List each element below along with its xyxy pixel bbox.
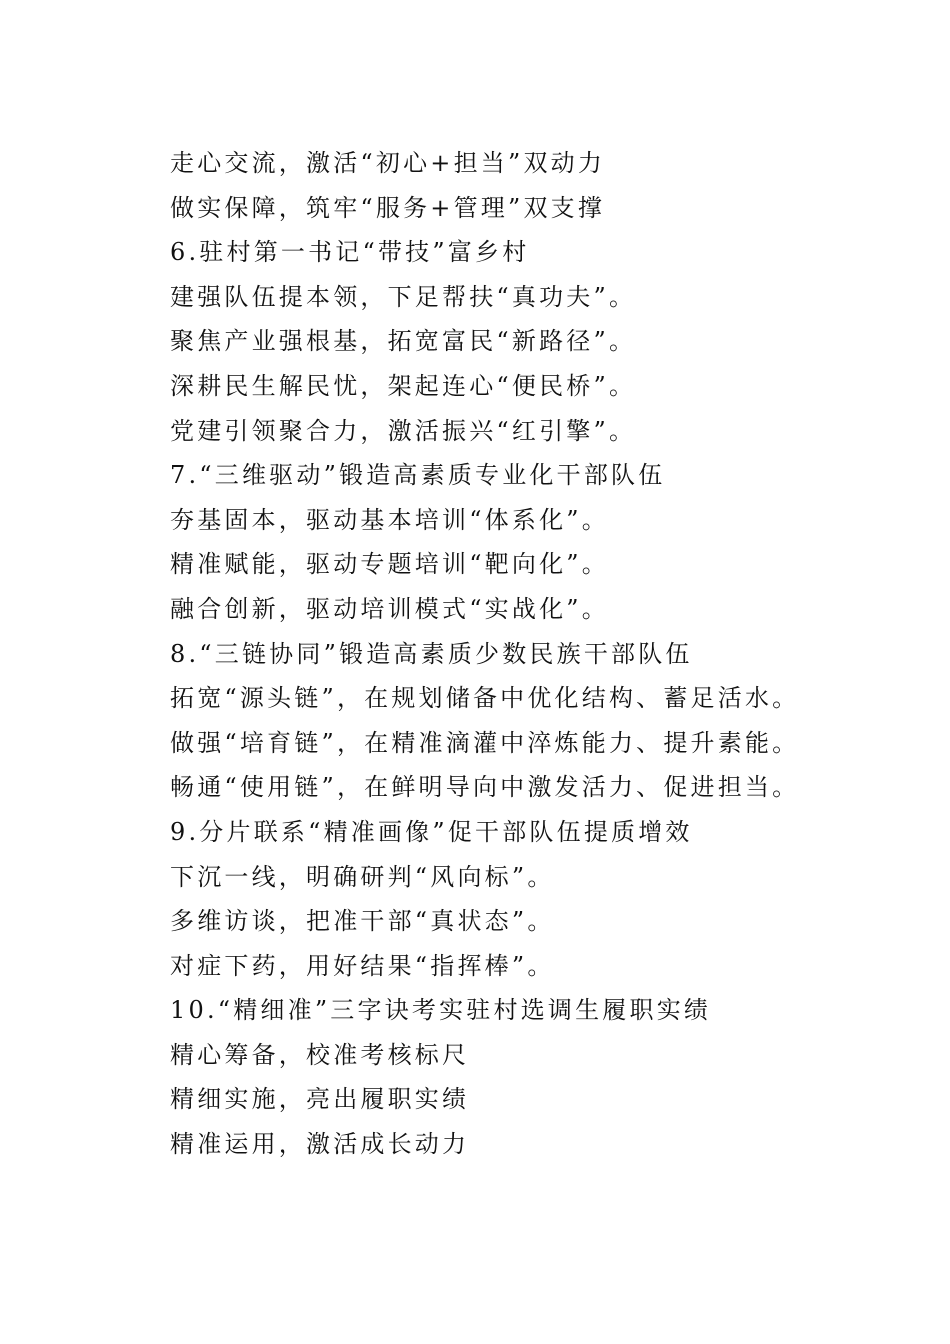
text-line: 精心筹备，校准考核标尺 (170, 1040, 470, 1069)
text-line: 聚焦产业强根基，拓宽富民“新路径”。 (170, 327, 637, 356)
text-line: 精准赋能，驱动专题培训“靶向化”。 (170, 550, 609, 579)
section-heading: 7.“三维驱动”锻造高素质专业化干部队伍 (170, 461, 666, 490)
text-line: 做强“培育链”，在精准滴灌中淬炼能力、提升素能。 (170, 728, 800, 757)
text-line: 党建引领聚合力，激活振兴“红引擎”。 (170, 416, 637, 445)
text-line: 下沉一线，明确研判“风向标”。 (170, 862, 555, 891)
section-heading: 8.“三链协同”锻造高素质少数民族干部队伍 (170, 639, 693, 668)
text-line: 拓宽“源头链”，在规划储备中优化结构、蓄足活水。 (170, 684, 800, 713)
text-line: 建强队伍提本领，下足帮扶“真功夫”。 (170, 282, 637, 311)
section-heading: 6.驻村第一书记“带技”富乡村 (170, 238, 530, 267)
text-line: 对症下药，用好结果“指挥棒”。 (170, 951, 555, 980)
text-line: 夯基固本，驱动基本培训“体系化”。 (170, 505, 609, 534)
text-line: 深耕民生解民忧，架起连心“便民桥”。 (170, 371, 637, 400)
text-line: 多维访谈，把准干部“真状态”。 (170, 907, 555, 936)
document-body (170, 141, 930, 1167)
text-line: 畅通“使用链”，在鲜明导向中激发活力、促进担当。 (170, 773, 800, 802)
text-line: 精准运用，激活成长动力 (170, 1130, 470, 1159)
text-line: 融合创新，驱动培训模式“实战化”。 (170, 594, 609, 623)
text-line: 走心交流，激活“初心+担当”双动力 (170, 149, 606, 177)
text-line: 精细实施，亮出履职实绩 (170, 1085, 470, 1114)
text-line: 做实保障，筑牢“服务+管理”双支撑 (170, 193, 606, 222)
section-heading: 10.“精细准”三字诀考实驻村选调生履职实绩 (170, 996, 712, 1025)
section-heading: 9.分片联系“精准画像”促干部队伍提质增效 (170, 817, 693, 846)
